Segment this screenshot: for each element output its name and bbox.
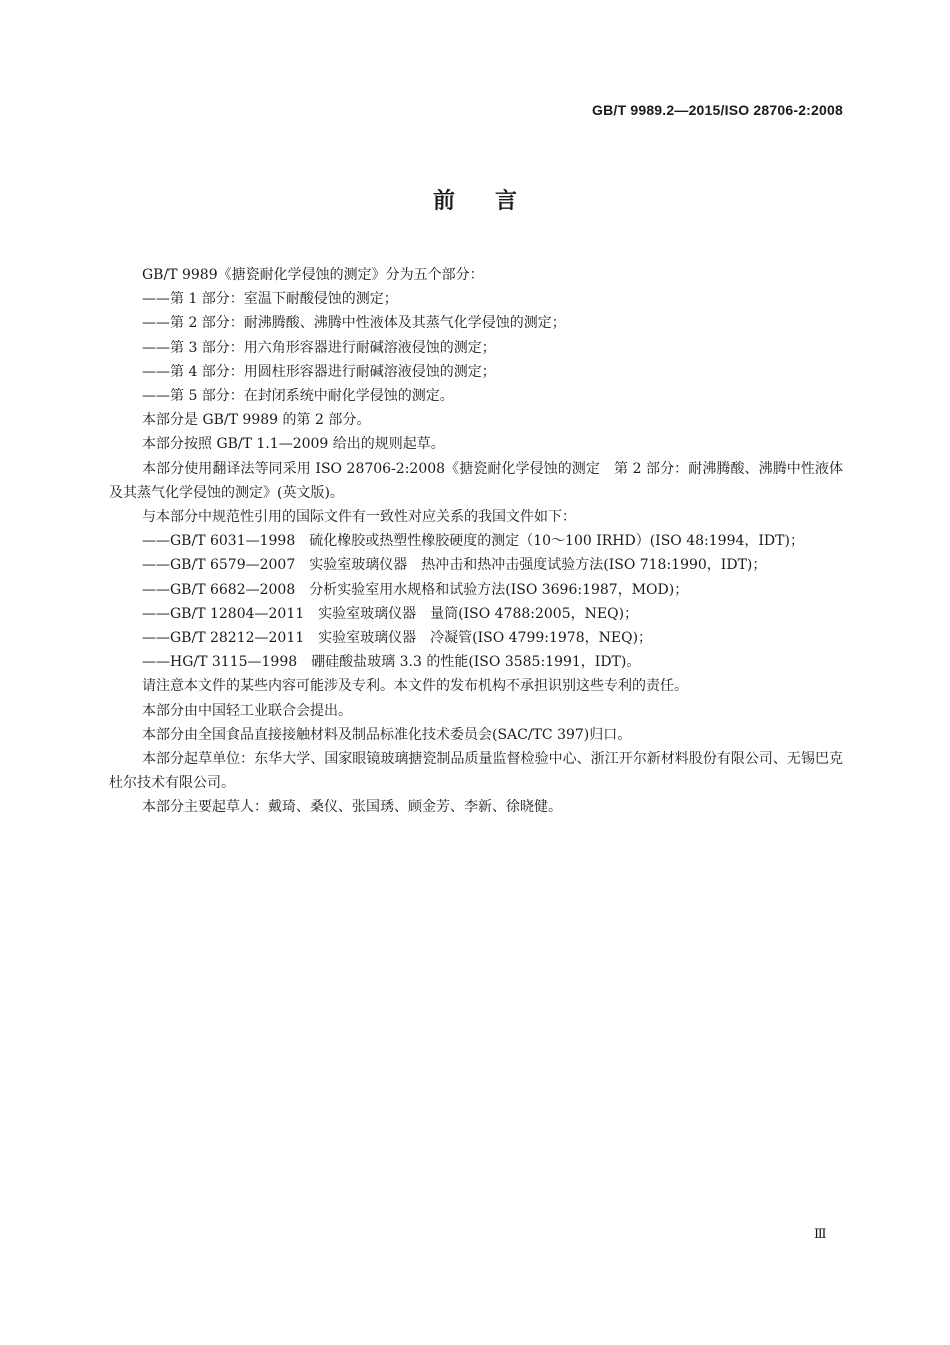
reference-item-gbt-6682: ——GB/T 6682—2008 分析实验室用水规格和试验方法(ISO 3696:1987，MOD)； bbox=[142, 581, 689, 598]
list-item-part-3: ——第 3 部分：用六角形容器进行耐碱溶液侵蚀的测定； bbox=[142, 339, 496, 356]
paragraph-drafters: 本部分主要起草人：戴琦、桑仪、张国琇、顾金芳、李新、徐晓健。 bbox=[142, 799, 562, 816]
list-item-part-2: ——第 2 部分：耐沸腾酸、沸腾中性液体及其蒸气化学侵蚀的测定； bbox=[142, 315, 566, 332]
paragraph-references-intro: 与本部分中规范性引用的国际文件有一致性对应关系的我国文件如下： bbox=[142, 509, 576, 526]
paragraph-intro: GB/T 9989《搪瓷耐化学侵蚀的测定》分为五个部分： bbox=[142, 267, 484, 283]
list-item-part-5: ——第 5 部分：在封闭系统中耐化学侵蚀的测定。 bbox=[142, 388, 454, 405]
section-title: 前言 bbox=[432, 189, 557, 214]
paragraph-committee: 本部分由全国食品直接接触材料及制品标准化技术委员会(SAC/TC 397)归口。 bbox=[142, 726, 632, 743]
paragraph-adoption: 本部分使用翻译法等同采用 ISO 28706-2:2008《搪瓷耐化学侵蚀的测定 第 2 部分：耐沸腾酸、沸腾中性液体及其蒸气化学侵蚀的测定》(英文版)。 bbox=[109, 460, 843, 501]
standard-number-header: GB/T 9989.2—2015/ISO 28706-2:2008 bbox=[592, 102, 843, 118]
reference-item-hgt-3115: ——HG/T 3115—1998 硼硅酸盐玻璃 3.3 的性能(ISO 3585:1991，IDT)。 bbox=[142, 654, 641, 671]
reference-item-gbt-6031: ——GB/T 6031—1998 硫化橡胶或热塑性橡胶硬度的测定（10～100 IRHD）(ISO 48:1994，IDT)； bbox=[142, 533, 804, 550]
reference-item-gbt-6579: ——GB/T 6579—2007 实验室玻璃仪器 热冲击和热冲击强度试验方法(ISO 718:1990，IDT)； bbox=[142, 557, 767, 574]
paragraph-patent-notice: 请注意本文件的某些内容可能涉及专利。本文件的发布机构不承担识别这些专利的责任。 bbox=[142, 678, 688, 695]
paragraph-drafting-rules: 本部分按照 GB/T 1.1—2009 给出的规则起草。 bbox=[142, 436, 445, 453]
paragraph-proposer: 本部分由中国轻工业联合会提出。 bbox=[142, 702, 352, 719]
list-item-part-1: ——第 1 部分：室温下耐酸侵蚀的测定； bbox=[142, 291, 398, 308]
reference-item-gbt-12804: ——GB/T 12804—2011 实验室玻璃仪器 量筒(ISO 4788:2005，NEQ)； bbox=[142, 605, 639, 622]
paragraph-part-statement: 本部分是 GB/T 9989 的第 2 部分。 bbox=[142, 412, 371, 429]
paragraph-drafting-units: 本部分起草单位：东华大学、国家眼镜玻璃搪瓷制品质量监督检验中心、浙江开尔新材料股份有限公司、无锡巴克杜尔技术有限公司。 bbox=[109, 751, 843, 792]
foreword-body bbox=[109, 263, 843, 820]
page-number: Ⅲ bbox=[814, 1226, 827, 1241]
reference-item-gbt-28212: ——GB/T 28212—2011 实验室玻璃仪器 冷凝管(ISO 4799:1978，NEQ)； bbox=[142, 630, 653, 647]
list-item-part-4: ——第 4 部分：用圆柱形容器进行耐碱溶液侵蚀的测定； bbox=[142, 363, 496, 380]
